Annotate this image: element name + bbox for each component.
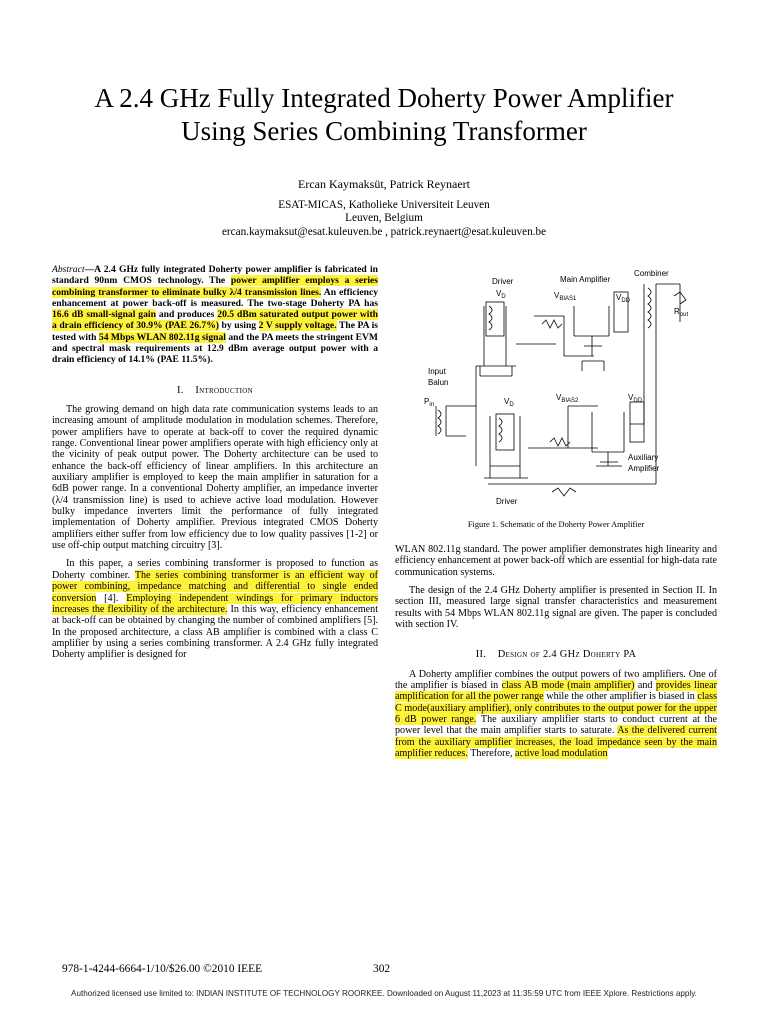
vbias1-sub: BIAS1	[559, 296, 577, 302]
label-main-amplifier: Main Amplifier	[560, 275, 611, 284]
abstract-dash: —	[84, 264, 95, 275]
author-location: Leuven, Belgium	[345, 212, 423, 224]
label-vd1	[496, 289, 506, 300]
vd2-main: V	[504, 397, 510, 406]
section-number: I.	[177, 384, 184, 396]
design-paragraph-1	[395, 669, 717, 760]
highlight: power amplifier employs a series combining transformer to eliminate bulky λ/4 transmission lines.	[52, 275, 378, 298]
abstract-text: and the PA meets the stringent EVM and spectral mask requirements at 12.9 dBm average output power with a drain efficiency of 14.1% (PAE 11.5%).	[52, 331, 378, 366]
driver2-wiring	[484, 416, 528, 478]
vbias2-main: V	[556, 393, 562, 402]
label-balun: Balun	[428, 378, 449, 387]
title-line-2: Using Series Combining Transformer	[181, 116, 587, 146]
abstract-text: and produces	[155, 309, 218, 321]
highlight: 54 Mbps WLAN 802.11g signal	[98, 331, 226, 343]
highlight: class AB mode (main amplifier)	[501, 680, 635, 692]
label-amplifier: Amplifier	[628, 464, 660, 473]
highlight: 20.5 dBm saturated output power with a drain efficiency of 30.9% (PAE 26.7%)	[52, 309, 378, 332]
bias-resistor	[542, 320, 562, 328]
right-paragraph-2: The design of the 2.4 GHz Doherty amplifier is presented in Section II. In section III, measured large signal transfer characteristics and measurement results with 54 Mbps WLAN 802.11g signal are given. The paper is concluded with section IV.	[395, 585, 717, 631]
abstract-text: by using	[219, 320, 259, 332]
left-column	[52, 264, 378, 661]
abstract	[52, 264, 378, 366]
highlight: The series combining transformer is an efficient way of power combining, impedance matching and differential to single ended conversion	[52, 569, 378, 604]
highlight: provides linear amplification for all the power range	[395, 680, 717, 703]
footer-isbn: 978-1-4244-6664-1/10/$26.00 ©2010 IEEE	[62, 963, 263, 975]
aux-amp-transistors	[592, 412, 624, 466]
input-balun	[436, 406, 446, 436]
title-line-1: A 2.4 GHz Fully Integrated Doherty Power Amplifier	[94, 83, 674, 113]
page-number: 302	[373, 963, 391, 975]
combiner-transformer	[644, 284, 656, 384]
paragraph-text: A Doherty amplifier combines the output powers of two amplifiers. One of the amplifier is biased in	[395, 668, 717, 692]
highlight: As the delivered current from the auxiliary amplifier increases, the load impedance seen by the main amplifier reduces.	[395, 725, 717, 760]
paragraph-text: [4].	[96, 592, 127, 604]
pin-sub: in	[429, 402, 435, 408]
vbias1-main: V	[554, 291, 560, 300]
bias2-resistor	[550, 438, 570, 446]
right-paragraph-1: WLAN 802.11g standard. The power amplifier demonstrates high linearity and efficiency enhancement at power back-off which are essential for high-data rate communication systems.	[395, 544, 717, 578]
section-heading-introduction	[52, 385, 378, 396]
highlight: 16.6 dB small-signal gain	[52, 309, 156, 321]
vd1-main: V	[496, 289, 502, 298]
section-title: Design of 2.4 GHz Doherty PA	[497, 649, 637, 661]
author-affiliation: ESAT-MICAS, Katholieke Universiteit Leuven	[278, 198, 490, 211]
balun-wiring	[446, 366, 476, 466]
section-title: Introduction	[195, 384, 253, 396]
label-vd2	[504, 397, 514, 408]
paragraph-text: while the other amplifier is biased in	[543, 691, 698, 703]
intro-paragraph-1: The growing demand on high data rate communication systems leads to an increasing amount of amplitude modulation in modulation schemes. Therefore, power amplifiers have to operate at back-off to cover the required dynamic range. Conventional linear power amplifiers operate with high efficiency only at the vicinity of peak output power. The Doherty architecture can be used to enhance the back-off efficiency of linear amplifiers. In this architecture an auxiliary amplifier is employed to keep the main amplifier in saturation for a 6dB power range. In a conventional Doherty amplifier, an impedance inverter (λ/4 transmission line) is used to achieve active load modulation. However bulky impedance inverters limit the performance of fully integrated implementation of Doherty amplifier. Previous integrated CMOS Doherty amplifiers either suffer from low efficiency due to low quality passives [1-2] or use off-chip output matching circuitry [3].	[52, 404, 378, 552]
main-amp-transistors	[574, 306, 609, 371]
label-driver-bottom: Driver	[496, 497, 518, 506]
paragraph-text: The auxiliary amplifier starts to conduct current at the power level that the main amplifier starts to saturate.	[395, 714, 717, 737]
paragraph-text: Therefore,	[467, 748, 516, 760]
highlight: 2 V supply voltage.	[258, 320, 337, 332]
paragraph-text: In this paper, a series combining transformer is proposed to function as Doherty combiner.	[52, 558, 378, 581]
label-vbias1	[554, 291, 577, 302]
author-block	[0, 178, 768, 239]
label-driver-top: Driver	[492, 277, 514, 286]
doherty-schematic-figure	[424, 266, 694, 516]
inductor-coil	[489, 306, 492, 330]
highlight: Employing independent windings for primary inductors increases the flexibility of the architecture.	[52, 592, 378, 615]
vdd2-main: V	[628, 393, 634, 402]
license-notice: Authorized licensed use limited to: INDIAN INSTITUTE OF TECHNOLOGY ROORKEE. Downloaded on August 11,2023 at 11:35:59 UTC from IEEE Xplore. Restrictions apply.	[71, 989, 697, 998]
vd2-sub: D	[509, 402, 514, 408]
abstract-text: The PA is tested with	[52, 320, 379, 343]
label-vdd1	[616, 293, 631, 304]
aux-amp-inductor	[630, 402, 644, 442]
author-names: Ercan Kaymaksüt, Patrick Reynaert	[298, 177, 470, 191]
paragraph-text: In this way, efficiency enhancement at back-off can be obtained by changing the number of combined amplifiers [5]. In the proposed architecture, a class AB amplifier is combined with a class C amplifier by using a series combining transformer. A 2.4 GHz fully integrated Doherty amplifier is designed for	[52, 603, 378, 661]
abstract-lead: Abstract	[52, 264, 85, 275]
abstract-text: An efficiency enhancement at power back-off is measured. The two-stage Doherty PA has	[52, 286, 379, 309]
vd1-sub: D	[501, 294, 506, 300]
abstract-text: A 2.4 GHz fully integrated Doherty power amplifier is fabricated in standard 90nm CMOS technology. The	[52, 264, 378, 287]
vbias2-sub: BIAS2	[561, 398, 579, 404]
label-rout	[674, 307, 688, 318]
highlight: class C mode(auxiliary amplifier), only contributes to the output power for the upper 6 dB power range.	[395, 691, 717, 726]
interstage2-wiring	[528, 406, 598, 448]
label-input: Input	[428, 367, 446, 376]
driver2-inductor	[496, 414, 514, 450]
rout-main: R	[674, 307, 680, 316]
paragraph-text: and	[634, 680, 656, 692]
driver-inductor	[486, 302, 504, 336]
label-pin	[424, 397, 434, 408]
pin-main: P	[424, 397, 430, 406]
driver-wiring	[476, 306, 516, 376]
intro-paragraph-2	[52, 558, 378, 660]
section-heading-design	[395, 649, 717, 660]
right-column	[395, 544, 717, 760]
highlight: active load modulation	[515, 748, 608, 760]
label-vbias2	[556, 393, 579, 404]
rout-sub: out	[679, 312, 689, 318]
label-combiner: Combiner	[634, 269, 669, 278]
author-emails: ercan.kaymaksut@esat.kuleuven.be , patrick.reynaert@esat.kuleuven.be	[221, 225, 547, 238]
vdd1-sub: DD	[621, 298, 631, 304]
section-number: II.	[475, 649, 487, 661]
inductor-coil	[499, 418, 502, 442]
figure-caption: Figure 1. Schematic of the Doherty Power Amplifier	[467, 520, 645, 529]
paper-title	[0, 82, 768, 148]
bias-resistor-bottom	[552, 488, 576, 496]
vdd2-sub: DD	[633, 398, 643, 404]
vdd1-main: V	[616, 293, 622, 302]
label-auxiliary: Auxiliary	[628, 453, 659, 462]
